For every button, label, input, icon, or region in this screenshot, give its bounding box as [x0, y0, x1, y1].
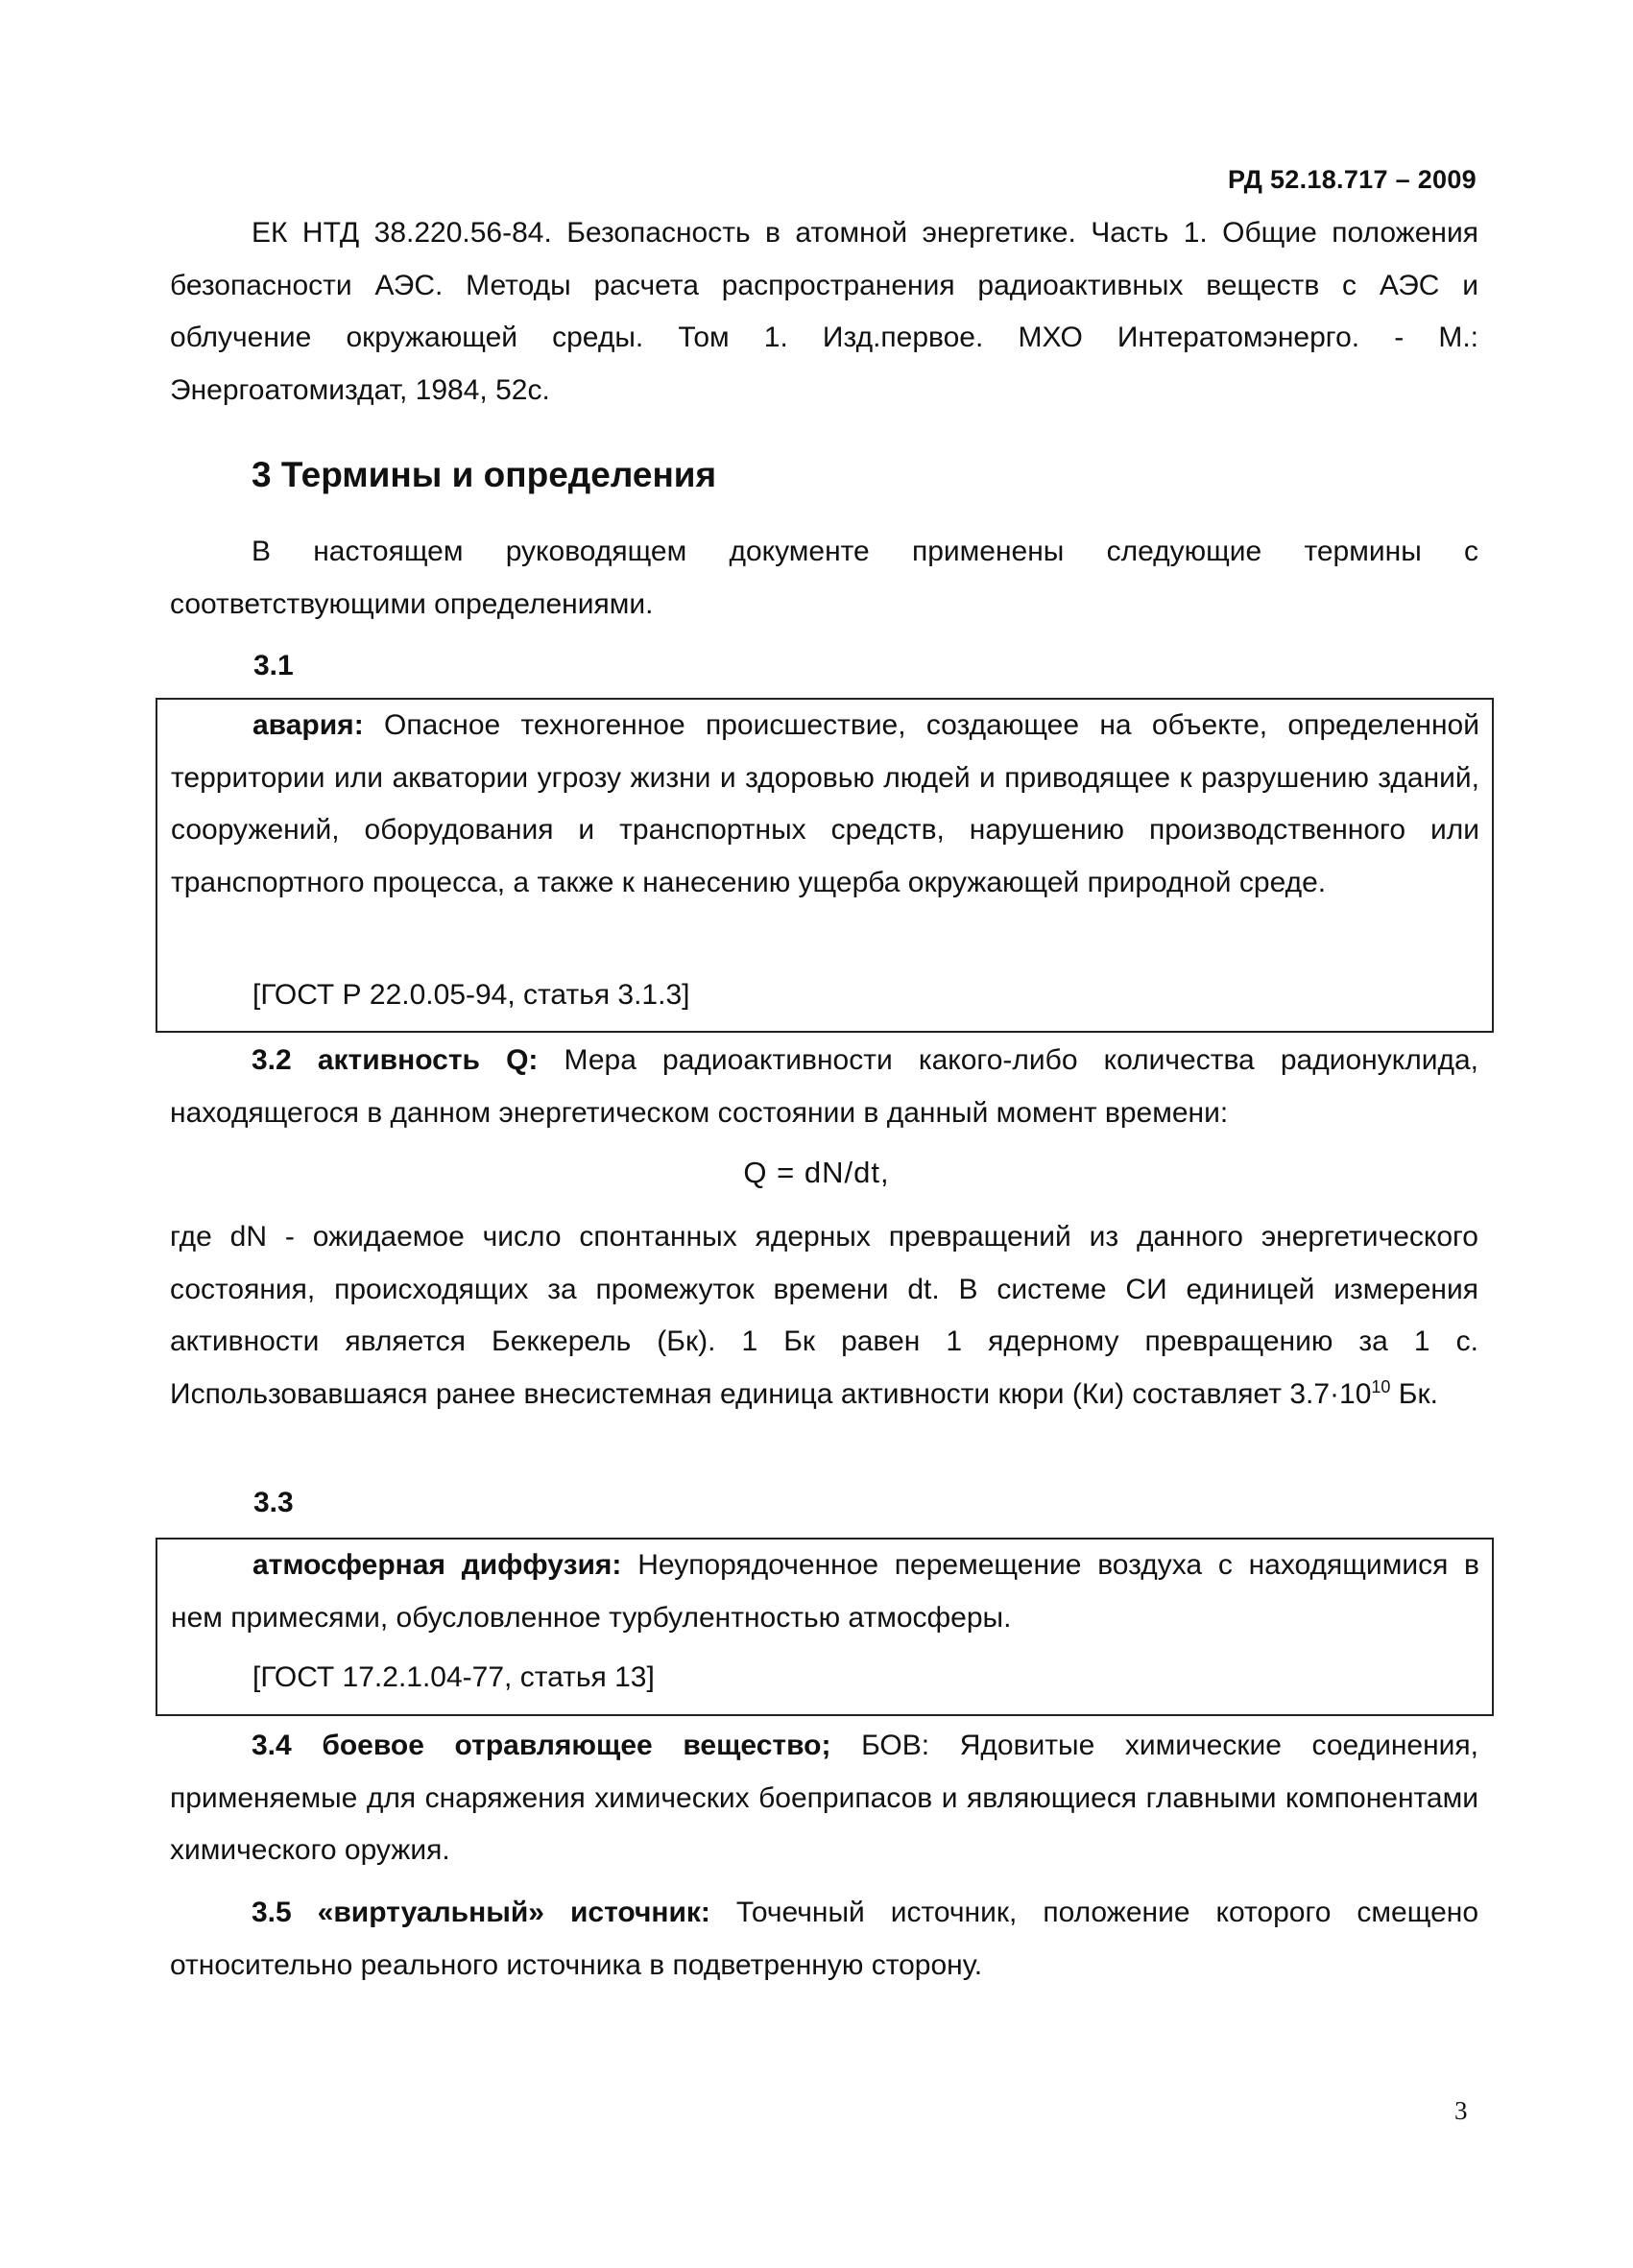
reference-entry — [170, 207, 1478, 417]
term-3-2-explanation-text: где dN - ожидаемое число спонтанных ядерных превращений из данного энергетического состояния, происходящих за промежуток времени dt. В системе СИ единицей измерения активности является Беккерель (Бк). 1 Бк равен 1 ядерному превращению за 1 с. Использовавшаяся ранее внесистемная единица активности кюри (Ки) составляет — [170, 1221, 1478, 1410]
curie-value — [1289, 1378, 1438, 1410]
section-title: 3 Термины и определения — [252, 455, 717, 494]
term-3-3-term: атмосферная диффузия: — [252, 1549, 622, 1581]
section-intro — [170, 526, 1478, 631]
term-3-1-term: авария: — [252, 709, 364, 741]
curie-value-base: 3.7·10 — [1289, 1377, 1372, 1410]
term-3-2-term: 3.2 активность Q: — [252, 1044, 539, 1076]
term-3-1-number: 3.1 — [253, 650, 294, 681]
term-3-4-term: 3.4 боевое отравляющее вещество; — [252, 1730, 831, 1761]
section-intro-text: В настоящем руководящем документе применены следующие термины с соответствующими определениями. — [170, 536, 1478, 620]
term-3-3-box — [156, 1538, 1494, 1716]
term-3-4-text — [170, 1720, 1478, 1877]
term-3-5-definition: Точечный источник, положение которого смещено относительно реального источника в подветренную сторону. — [170, 1897, 1479, 1981]
curie-value-unit: Бк. — [1390, 1377, 1438, 1410]
term-3-1-definition: Опасное техногенное происшествие, создающее на объекте, определенной территории или акватории угрозу жизни и здоровью людей и приводящее к разрушению зданий, сооружений, оборудования и транспортных средств, нарушению производственного или транспортного процесса, а также к нанесению ущерба окружающей природной среде. — [171, 709, 1479, 898]
term-3-1-box — [156, 698, 1494, 1033]
document-code: РД 52.18.717 – 2009 — [1228, 165, 1477, 194]
page-number: 3 — [1454, 2096, 1468, 2125]
term-3-1-source: [ГОСТ Р 22.0.05-94, статья 3.1.3] — [252, 979, 690, 1011]
term-3-3-text — [171, 1540, 1479, 1644]
term-3-2-definition: Мера радиоактивности какого-либо количества радионуклида, находящегося в данном энергетическом состоянии в данный момент времени: — [170, 1044, 1478, 1129]
term-3-2-explanation — [170, 1211, 1478, 1420]
term-3-5-term: 3.5 «виртуальный» источник: — [252, 1897, 710, 1928]
reference-text: ЕК НТД 38.220.56-84. Безопасность в атомной энергетике. Часть 1. Общие положения безопасности АЭС. Методы расчета распространения радиоактивных веществ с АЭС и облучение окружающей среды. Том 1. Изд.первое. МХО Интератомэнерго. - М.: Энергоатомиздат, 1984, 52с. — [170, 217, 1478, 406]
term-3-5-text — [170, 1887, 1478, 1992]
term-3-3-definition: Неупорядоченное перемещение воздуха с находящимися в нем примесями, обусловленное турбулентностью атмосферы. — [171, 1549, 1479, 1634]
term-3-2-text — [170, 1035, 1478, 1139]
activity-formula: Q = dN/dt, — [743, 1156, 890, 1189]
term-3-4-definition: БОВ: Ядовитые химические соединения, применяемые для снаряжения химических боеприпасов и являющиеся главными компонентами химического оружия. — [170, 1730, 1478, 1866]
term-3-3-source: [ГОСТ 17.2.1.04-77, статья 13] — [252, 1661, 655, 1693]
term-3-1-text — [171, 700, 1479, 909]
curie-value-exponent: 10 — [1371, 1376, 1391, 1397]
term-3-3-number: 3.3 — [253, 1487, 294, 1518]
